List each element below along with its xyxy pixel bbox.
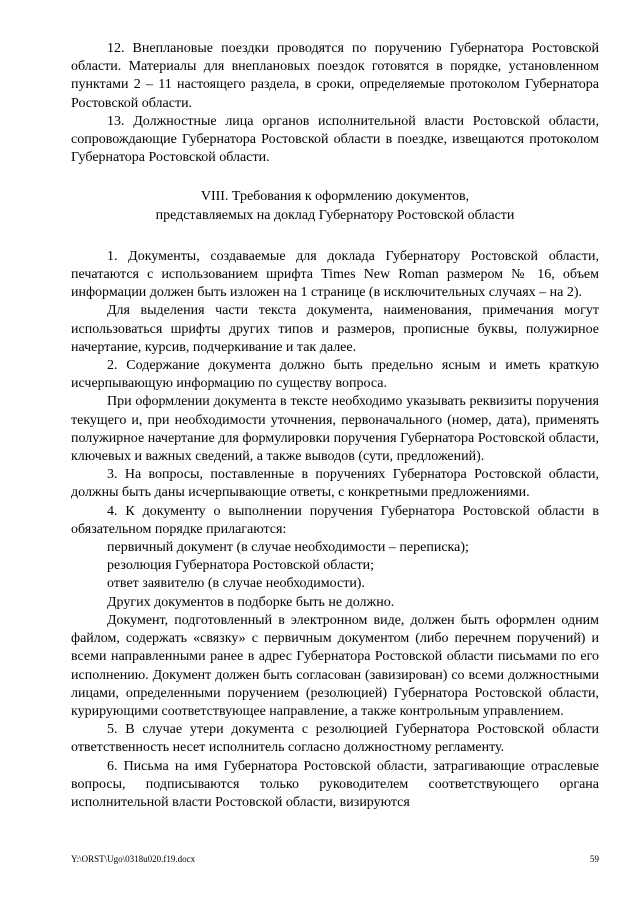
paragraph: 1. Документы, создаваемые для доклада Губернатору Ростовской области, печатаются с использованием шрифта Times New Roman размером № 16, объем информации должен быть изложен на 1 странице (в исключительных случаях – на 2). — [71, 248, 599, 301]
list-item: ответ заявителю (в случае необходимости). — [107, 576, 365, 592]
paragraph: 5. В случае утери документа с резолюцией Губернатора Ростовской области ответственность несет исполнитель согласно должностному регламенту. — [71, 722, 599, 756]
list-item: резолюция Губернатора Ростовской области; — [107, 558, 374, 574]
paragraph: При оформлении документа в тексте необходимо указывать реквизиты поручения текущего и, при необходимости уточнения, первоначального (номер, дата), применять полужирное начертание для формулировки поручения Губернатора Ростовской области, ключевых и важных сведений, а также выводов (сути, предложений). — [71, 394, 599, 465]
paragraph: Документ, подготовленный в электронном виде, должен быть оформлен одним файлом, содержать «связку» с первичным документом (либо перечнем поручений) и всеми направленными ранее в адрес Губернатора Ростовской области письмами по его исполнению. Документ должен быть согласован (завизирован) со всеми должностными лицами, определенными поручением (резолюцией) Губернатора Ростовской области, курирующими соответствующее направление, а также контрольным управлением. — [71, 612, 599, 719]
section-heading-line: представляемых на доклад Губернатору Ростовской области — [155, 207, 515, 223]
paragraph: Других документов в подборке быть не должно. — [107, 594, 395, 610]
document-body — [71, 40, 599, 812]
paragraph: 4. К документу о выполнении поручения Губернатора Ростовской области в обязательном порядке прилагаются: — [71, 503, 599, 537]
list-item: первичный документ (в случае необходимости – переписка); — [107, 540, 469, 556]
section-heading-line: VIII. Требования к оформлению документов, — [200, 189, 470, 205]
footer-file-path: Y:\ORST\Ugo\0318u020.f19.docx — [71, 854, 196, 864]
paragraph: Для выделения части текста документа, наименования, примечания могут использоваться шрифты других типов и размеров, прописные буквы, полужирное начертание, курсив, подчеркивание и так далее. — [71, 303, 599, 355]
paragraph: 6. Письма на имя Губернатора Ростовской области, затрагивающие отраслевые вопросы, подписываются только руководителем соответствующего органа исполнительной власти Ростовской области, визируются — [71, 758, 599, 810]
section-heading — [71, 188, 599, 224]
paragraph: 12. Внеплановые поездки проводятся по поручению Губернатора Ростовской области. Материалы для внеплановых поездок готовятся в порядке, установленном пунктами 2 – 11 настоящего раздела, в сроки, определяемые протоколом Губернатора Ростовской области. — [71, 41, 599, 111]
paragraph: 3. На вопросы, поставленные в поручениях Губернатора Ростовской области, должны быть даны исчерпывающие ответы, с конкретными предложениями. — [71, 467, 599, 501]
page-number: 59 — [590, 854, 599, 864]
paragraph: 13. Должностные лица органов исполнительной власти Ростовской области, сопровождающие Губернатора Ростовской области в поездке, извещаются протоколом Губернатора Ростовской области. — [71, 113, 599, 166]
paragraph: 2. Содержание документа должно быть предельно ясным и иметь краткую исчерпывающую информацию по существу вопроса. — [71, 358, 599, 392]
